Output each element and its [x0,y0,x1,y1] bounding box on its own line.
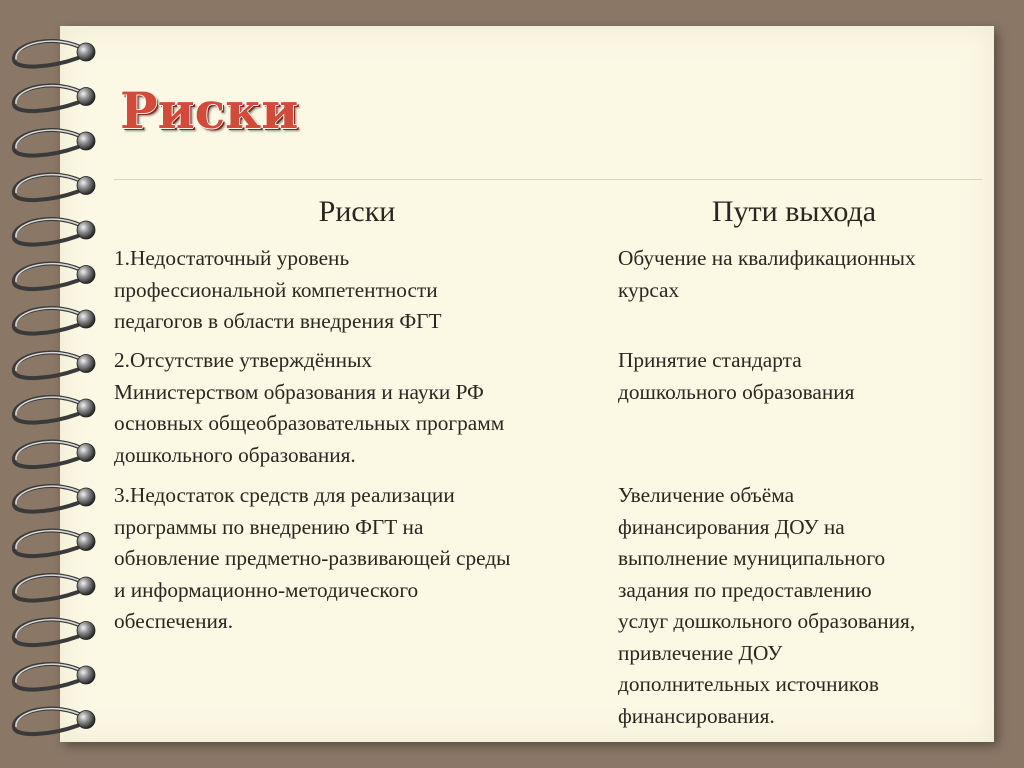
solution-cell-1: Обучение на квалификационных курсах [618,246,916,302]
header-divider [114,179,982,180]
risk-cell-3: 3.Недостаток средств для реализации программы по внедрению ФГТ на обновление предметно-развивающей среды и информационно-методического обеспечения. [114,483,511,633]
risk-cell-1: 1.Недостаточный уровень профессиональной компетентности педагогов в области внедрения ФГТ [114,246,442,333]
solution-cell-3: Увеличение объёма финансирования ДОУ на выполнение муниципального задания по предоставлению услуг дошкольного образования, привлечение ДОУ дополнительных источников финансирования. [618,483,916,728]
solution-cell-2: Принятие стандарта дошкольного образования [618,348,855,404]
column-header-solutions: Пути выхода [711,195,877,228]
column-header-risks: Риски [318,195,396,228]
risk-cell-2: 2.Отсутствие утверждённых Министерством образования и науки РФ основных общеобразовательных программ дошкольного образования. [114,348,505,467]
page-title: Риски [120,81,299,140]
